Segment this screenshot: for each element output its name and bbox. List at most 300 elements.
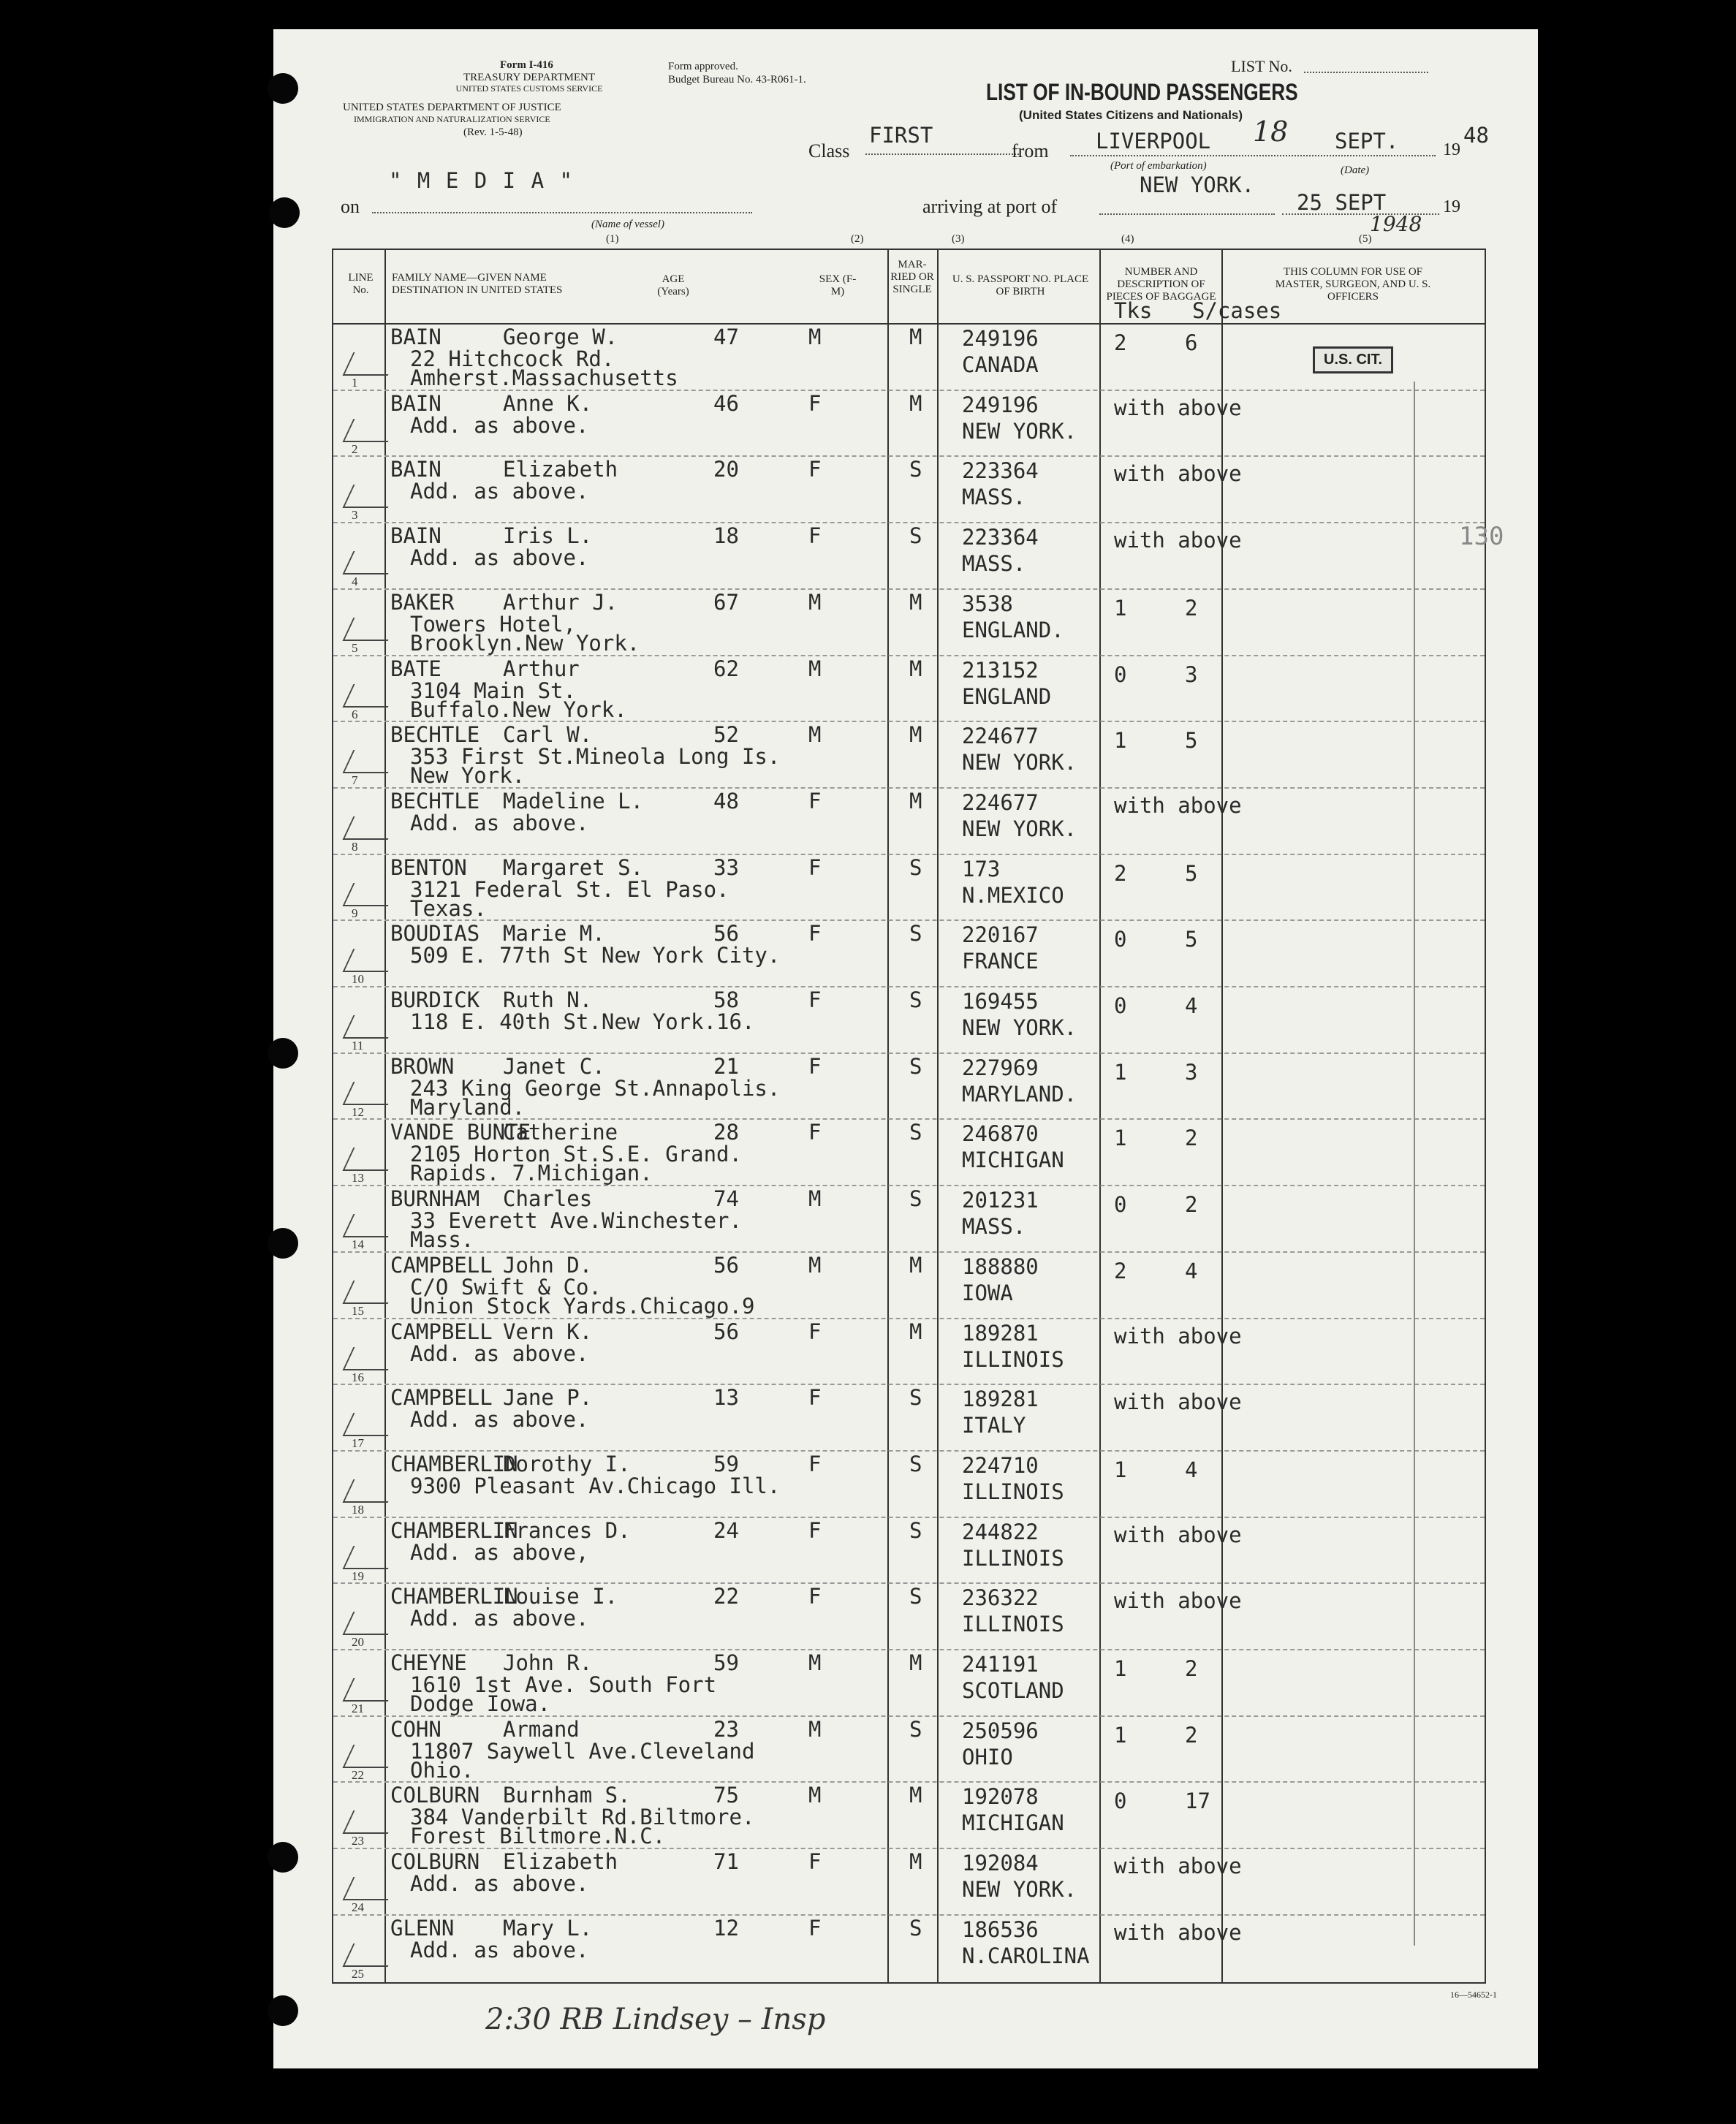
surname: BAIN bbox=[390, 390, 441, 416]
sex: F bbox=[808, 457, 822, 482]
address-line-1: 384 Vanderbilt Rd.Biltmore. bbox=[410, 1805, 755, 1830]
check-mark bbox=[343, 419, 399, 442]
sex: F bbox=[808, 523, 822, 549]
line-number: 10 bbox=[352, 972, 364, 987]
address-line-2: Mass. bbox=[410, 1227, 474, 1253]
age: 56 bbox=[713, 1252, 739, 1278]
place-of-birth: ENGLAND. bbox=[962, 617, 1064, 642]
marital-status: M bbox=[909, 325, 922, 349]
check-mark bbox=[343, 949, 399, 972]
trunks-count: 0 bbox=[1114, 993, 1127, 1018]
surname: BURNHAM bbox=[390, 1186, 480, 1212]
address-line-2: Brooklyn.New York. bbox=[410, 630, 640, 656]
place-of-birth: ITALY bbox=[962, 1413, 1026, 1438]
line-number: 23 bbox=[352, 1834, 364, 1848]
age: 74 bbox=[713, 1186, 739, 1212]
line-number: 17 bbox=[352, 1436, 364, 1451]
year-prefix-2: 19 bbox=[1443, 197, 1460, 216]
suitcases-count: 2 bbox=[1185, 1126, 1198, 1151]
check-mark bbox=[343, 684, 399, 708]
passport-number: 244822 bbox=[962, 1519, 1039, 1544]
binder-hole bbox=[268, 1038, 298, 1069]
footer-code: 16—54652-1 bbox=[1450, 1990, 1497, 2000]
passport-number: 173 bbox=[962, 856, 1001, 881]
age: 28 bbox=[713, 1120, 739, 1145]
line-number: 21 bbox=[352, 1702, 364, 1715]
marital-status: S bbox=[909, 987, 922, 1012]
place-of-birth: FRANCE bbox=[962, 949, 1039, 974]
line-number: 24 bbox=[352, 1900, 364, 1915]
table-row bbox=[333, 1251, 1485, 1317]
line-number: 2 bbox=[352, 441, 358, 456]
line-number: 19 bbox=[352, 1569, 364, 1583]
address-line-1: 22 Hitchcock Rd. bbox=[410, 346, 615, 371]
col-mark-3: (3) bbox=[952, 233, 965, 245]
place-of-birth: MICHIGAN bbox=[962, 1810, 1064, 1836]
page-subtitle: (United States Citizens and Nationals) bbox=[1019, 108, 1243, 122]
table-row bbox=[333, 1118, 1485, 1184]
marital-status: M bbox=[909, 1319, 922, 1344]
suitcases-count: 5 bbox=[1185, 927, 1198, 952]
address-line-1: Add. as above. bbox=[410, 1340, 589, 1366]
age: 24 bbox=[713, 1517, 739, 1543]
col-mark-5: (5) bbox=[1359, 233, 1372, 245]
given-name: Frances D. bbox=[503, 1517, 631, 1543]
address-line-1: Add. as above, bbox=[410, 1539, 589, 1565]
passport-number: 241191 bbox=[962, 1652, 1039, 1677]
with-above: with above bbox=[1114, 1323, 1242, 1349]
line-number: 9 bbox=[352, 906, 358, 920]
suitcases-count: 6 bbox=[1185, 330, 1198, 355]
surname: BECHTLE bbox=[390, 722, 480, 748]
given-name: Arthur J. bbox=[503, 589, 618, 615]
address-line-1: Add. as above. bbox=[410, 1606, 589, 1631]
address-line-1: 509 E. 77th St New York City. bbox=[410, 943, 781, 968]
check-mark bbox=[343, 1015, 399, 1039]
manifest-page bbox=[273, 29, 1538, 2068]
list-no-label: LIST No. bbox=[1231, 57, 1292, 75]
sex: F bbox=[808, 1915, 822, 1941]
table-row bbox=[333, 455, 1485, 521]
surname: BAKER bbox=[390, 589, 455, 615]
address-line-1: 353 First St.Mineola Long Is. bbox=[410, 744, 781, 770]
sex: F bbox=[808, 390, 822, 416]
surname: BECHTLE bbox=[390, 788, 480, 813]
page-title: LIST OF IN-BOUND PASSENGERS bbox=[986, 79, 1298, 105]
from-label: from bbox=[1012, 140, 1049, 162]
with-above: with above bbox=[1114, 1389, 1242, 1415]
marital-status: S bbox=[909, 854, 922, 880]
header-cases: S/cases bbox=[1192, 298, 1282, 323]
with-above: with above bbox=[1114, 1588, 1242, 1614]
address-line-1: Add. as above. bbox=[410, 1407, 589, 1433]
line-number: 3 bbox=[352, 508, 358, 523]
age: 20 bbox=[713, 457, 739, 482]
surname: BATE bbox=[390, 656, 441, 681]
address-line-1: Towers Hotel, bbox=[410, 611, 576, 637]
departure-year: 48 bbox=[1463, 123, 1489, 148]
trunks-count: 1 bbox=[1114, 1457, 1127, 1482]
table-row bbox=[333, 1914, 1485, 1980]
marital-status: S bbox=[909, 1716, 922, 1742]
address-line-1: 1610 1st Ave. South Fort bbox=[410, 1672, 717, 1697]
col-mark-1: (1) bbox=[606, 233, 619, 245]
binder-hole bbox=[268, 1842, 298, 1873]
address-line-2: Rapids. 7.Michigan. bbox=[410, 1161, 653, 1186]
trunks-count: 1 bbox=[1114, 1656, 1127, 1681]
surname: CAMPBELL bbox=[390, 1319, 493, 1344]
given-name: Carl W. bbox=[503, 722, 593, 748]
marital-status: S bbox=[909, 1915, 922, 1941]
passport-number: 192078 bbox=[962, 1784, 1039, 1810]
sex: F bbox=[808, 788, 822, 813]
given-name: Anne K. bbox=[503, 390, 593, 416]
header-passport: U. S. PASSPORT NO. PLACE OF BIRTH bbox=[952, 273, 1089, 297]
officer-pencil-line bbox=[1414, 382, 1415, 1946]
address-line-1: Add. as above. bbox=[410, 1871, 589, 1897]
place-of-birth: MICHIGAN bbox=[962, 1148, 1064, 1173]
table-row bbox=[333, 1848, 1485, 1914]
sex: M bbox=[808, 1186, 822, 1212]
passport-number: 224710 bbox=[962, 1452, 1039, 1478]
with-above: with above bbox=[1114, 395, 1242, 420]
passport-number: 201231 bbox=[962, 1188, 1039, 1213]
address-line-1: C/O Swift & Co. bbox=[410, 1274, 602, 1300]
address-line-2: Amherst.Massachusetts bbox=[410, 365, 678, 390]
sex: M bbox=[808, 1650, 822, 1675]
age: 56 bbox=[713, 921, 739, 947]
age: 23 bbox=[713, 1716, 739, 1742]
suitcases-count: 17 bbox=[1185, 1789, 1210, 1814]
with-above: with above bbox=[1114, 1522, 1242, 1547]
passport-number: 3538 bbox=[962, 591, 1013, 616]
sex: F bbox=[808, 1319, 822, 1344]
sex: F bbox=[808, 1849, 822, 1875]
passport-number: 213152 bbox=[962, 657, 1039, 683]
check-mark bbox=[343, 816, 399, 840]
port-embarkation-label: (Port of embarkation) bbox=[1110, 160, 1207, 172]
trunks-count: 1 bbox=[1114, 595, 1127, 621]
place-of-birth: SCOTLAND bbox=[962, 1678, 1064, 1703]
check-mark bbox=[343, 883, 399, 906]
passenger-rows bbox=[333, 323, 1485, 1982]
form-number: Form I-416 bbox=[500, 59, 553, 71]
table-row bbox=[333, 1052, 1485, 1118]
address-line-2: Union Stock Yards.Chicago.9 bbox=[410, 1293, 755, 1319]
marital-status: S bbox=[909, 1120, 922, 1145]
place-of-birth: IOWA bbox=[962, 1280, 1013, 1305]
binder-hole bbox=[269, 197, 300, 228]
check-mark bbox=[343, 1347, 399, 1370]
marital-status: M bbox=[909, 1252, 922, 1278]
address-line-2: Forest Biltmore.N.C. bbox=[410, 1824, 666, 1849]
line-number: 6 bbox=[352, 707, 358, 721]
place-of-birth: NEW YORK. bbox=[962, 816, 1077, 841]
given-name: Vern K. bbox=[503, 1319, 593, 1344]
age: 59 bbox=[713, 1451, 739, 1476]
check-mark bbox=[343, 485, 399, 508]
line-number: 5 bbox=[352, 640, 358, 655]
table-row bbox=[333, 1318, 1485, 1384]
check-mark bbox=[343, 551, 399, 574]
sex: M bbox=[808, 722, 822, 748]
line-number: 7 bbox=[352, 773, 358, 788]
address-line-1: 3104 Main St. bbox=[410, 678, 576, 703]
surname: CHAMBERLIN bbox=[390, 1517, 518, 1543]
surname: BAIN bbox=[390, 523, 441, 549]
passport-number: 227969 bbox=[962, 1055, 1039, 1080]
age: 48 bbox=[713, 788, 739, 813]
line-number: 13 bbox=[352, 1171, 364, 1186]
year-prefix: 19 bbox=[1443, 140, 1460, 159]
line-number: 8 bbox=[352, 839, 358, 854]
line-number: 15 bbox=[352, 1303, 364, 1318]
age: 13 bbox=[713, 1385, 739, 1411]
suitcases-count: 2 bbox=[1185, 1192, 1198, 1218]
given-name: Louise I. bbox=[503, 1584, 618, 1609]
passport-number: 223364 bbox=[962, 525, 1039, 550]
marital-status: S bbox=[909, 523, 922, 549]
marital-status: M bbox=[909, 656, 922, 681]
marital-status: S bbox=[909, 1385, 922, 1411]
age: 71 bbox=[713, 1849, 739, 1875]
passport-number: 250596 bbox=[962, 1718, 1039, 1743]
address-line-1: Add. as above. bbox=[410, 810, 589, 835]
trunks-count: 0 bbox=[1114, 1192, 1127, 1218]
table-row bbox=[333, 787, 1485, 853]
table-row bbox=[333, 1715, 1485, 1781]
check-mark bbox=[343, 1877, 399, 1900]
header-married: MAR-RIED OR SINGLE bbox=[890, 259, 934, 295]
treasury-dept: TREASURY DEPARTMENT bbox=[463, 72, 596, 83]
trunks-count: 1 bbox=[1114, 1722, 1127, 1748]
suitcases-count: 4 bbox=[1185, 993, 1198, 1018]
vessel-label: (Name of vessel) bbox=[591, 219, 664, 230]
surname: GLENN bbox=[390, 1915, 455, 1941]
check-mark bbox=[343, 1082, 399, 1105]
check-mark bbox=[343, 1678, 399, 1702]
marital-status: S bbox=[909, 1451, 922, 1476]
given-name: Elizabeth bbox=[503, 457, 618, 482]
approved-label: Form approved. bbox=[668, 61, 738, 72]
address-line-2: Texas. bbox=[410, 895, 487, 921]
address-line-1: 2105 Horton St.S.E. Grand. bbox=[410, 1142, 742, 1167]
sex: F bbox=[808, 1451, 822, 1476]
header-age: AGE (Years) bbox=[657, 273, 689, 297]
address-line-1: Add. as above. bbox=[410, 412, 589, 438]
suitcases-count: 5 bbox=[1185, 728, 1198, 754]
surname: BAIN bbox=[390, 325, 441, 349]
given-name: Charles bbox=[503, 1186, 593, 1212]
sex: F bbox=[808, 854, 822, 880]
check-mark bbox=[343, 618, 399, 641]
given-name: George W. bbox=[503, 325, 618, 349]
marital-status: S bbox=[909, 1584, 922, 1609]
table-row bbox=[333, 1185, 1485, 1251]
suitcases-count: 3 bbox=[1185, 661, 1198, 687]
address-line-1: 243 King George St.Annapolis. bbox=[410, 1075, 781, 1101]
trunks-count: 1 bbox=[1114, 1126, 1127, 1151]
suitcases-count: 3 bbox=[1185, 1059, 1198, 1085]
on-label: on bbox=[341, 196, 360, 217]
sex: F bbox=[808, 1053, 822, 1079]
place-of-birth: ENGLAND bbox=[962, 683, 1052, 709]
header-name: FAMILY NAME—GIVEN NAME DESTINATION IN UNITED STATES bbox=[392, 272, 563, 296]
address-line-2: New York. bbox=[410, 763, 526, 789]
address-line-1: 118 E. 40th St.New York.16. bbox=[410, 1009, 755, 1034]
class-value: FIRST bbox=[869, 123, 933, 148]
surname: BROWN bbox=[390, 1053, 455, 1079]
passport-number: 188880 bbox=[962, 1253, 1039, 1279]
passport-number: 224677 bbox=[962, 789, 1039, 815]
trunks-count: 2 bbox=[1114, 330, 1127, 355]
marital-status: S bbox=[909, 1053, 922, 1079]
surname: BAIN bbox=[390, 457, 441, 482]
given-name: Arthur bbox=[503, 656, 580, 681]
check-mark bbox=[343, 1214, 399, 1237]
vessel-name: " M E D I A " bbox=[389, 168, 574, 193]
line-number: 11 bbox=[352, 1039, 364, 1052]
binder-hole bbox=[268, 1228, 298, 1259]
passport-number: 169455 bbox=[962, 989, 1039, 1014]
trunks-count: 0 bbox=[1114, 661, 1127, 687]
address-line-2: Ohio. bbox=[410, 1757, 474, 1783]
marital-status: S bbox=[909, 1186, 922, 1212]
customs-service: UNITED STATES CUSTOMS SERVICE bbox=[455, 83, 603, 94]
marital-status: S bbox=[909, 1517, 922, 1543]
suitcases-count: 5 bbox=[1185, 860, 1198, 886]
check-mark bbox=[343, 1479, 399, 1503]
doj-label: UNITED STATES DEPARTMENT OF JUSTICE bbox=[343, 102, 561, 113]
age: 52 bbox=[713, 722, 739, 748]
table-row bbox=[333, 1384, 1485, 1449]
sex: M bbox=[808, 656, 822, 681]
place-of-birth: MARYLAND. bbox=[962, 1081, 1077, 1107]
passport-number: 246870 bbox=[962, 1121, 1039, 1147]
line-number: 18 bbox=[352, 1502, 364, 1517]
trunks-count: 2 bbox=[1114, 1258, 1127, 1283]
place-of-birth: MASS. bbox=[962, 551, 1026, 577]
line-number: 22 bbox=[352, 1767, 364, 1782]
surname: BENTON bbox=[390, 854, 467, 880]
header-baggage: NUMBER AND DESCRIPTION OF PIECES OF BAGGAGE bbox=[1106, 266, 1216, 303]
age: 75 bbox=[713, 1783, 739, 1808]
suitcases-count: 4 bbox=[1185, 1258, 1198, 1283]
age: 21 bbox=[713, 1053, 739, 1079]
surname: COLBURN bbox=[390, 1783, 480, 1808]
table-row bbox=[333, 986, 1485, 1052]
check-mark bbox=[343, 1281, 399, 1304]
given-name: Jane P. bbox=[503, 1385, 593, 1411]
check-mark bbox=[343, 750, 399, 773]
passport-number: 192084 bbox=[962, 1851, 1039, 1876]
passport-number: 189281 bbox=[962, 1387, 1039, 1412]
check-mark bbox=[343, 1546, 399, 1569]
given-name: Margaret S. bbox=[503, 854, 644, 880]
address-line-1: Add. as above. bbox=[410, 1937, 589, 1962]
surname: VANDE BUNTE bbox=[390, 1120, 531, 1145]
check-mark bbox=[343, 1810, 399, 1834]
place-of-birth: ILLINOIS bbox=[962, 1346, 1064, 1372]
suitcases-count: 2 bbox=[1185, 1656, 1198, 1681]
surname: BOUDIAS bbox=[390, 921, 480, 947]
date-label: (Date) bbox=[1341, 164, 1370, 176]
age: 46 bbox=[713, 390, 739, 416]
address-line-1: 3121 Federal St. El Paso. bbox=[410, 876, 729, 902]
passport-number: 249196 bbox=[962, 326, 1039, 351]
address-line-2: Maryland. bbox=[410, 1094, 526, 1120]
check-mark bbox=[343, 1413, 399, 1436]
suitcases-count: 2 bbox=[1185, 595, 1198, 621]
place-of-birth: ILLINOIS bbox=[962, 1612, 1064, 1637]
surname: COLBURN bbox=[390, 1849, 480, 1875]
sex: F bbox=[808, 1385, 822, 1411]
line-number: 20 bbox=[352, 1635, 364, 1650]
age: 67 bbox=[713, 589, 739, 615]
age: 59 bbox=[713, 1650, 739, 1675]
sex: M bbox=[808, 1252, 822, 1278]
surname: BURDICK bbox=[390, 987, 480, 1012]
table-row bbox=[333, 1450, 1485, 1516]
table-row bbox=[333, 323, 1485, 389]
header-tks: Tks bbox=[1114, 298, 1153, 323]
age: 12 bbox=[713, 1915, 739, 1941]
col-mark-2: (2) bbox=[851, 233, 864, 245]
marital-status: S bbox=[909, 921, 922, 947]
passport-number: 220167 bbox=[962, 922, 1039, 948]
col-mark-4: (4) bbox=[1121, 233, 1134, 245]
budget-label: Budget Bureau No. 43-R061-1. bbox=[668, 74, 806, 86]
with-above: with above bbox=[1114, 461, 1242, 487]
marital-status: S bbox=[909, 457, 922, 482]
passenger-table bbox=[332, 249, 1504, 1984]
address-line-1: Add. as above. bbox=[410, 479, 589, 504]
address-line-1: 11807 Saywell Ave.Cleveland bbox=[410, 1738, 755, 1764]
surname: COHN bbox=[390, 1716, 441, 1742]
age: 58 bbox=[713, 987, 739, 1012]
arrival-port: NEW YORK. bbox=[1140, 172, 1255, 197]
age: 62 bbox=[713, 656, 739, 681]
address-line-1: Add. as above. bbox=[410, 545, 589, 571]
check-mark bbox=[343, 1612, 399, 1635]
table-row bbox=[333, 854, 1485, 919]
marital-status: M bbox=[909, 722, 922, 748]
trunks-count: 1 bbox=[1114, 1059, 1127, 1085]
line-number: 4 bbox=[352, 574, 358, 589]
table-row bbox=[333, 390, 1485, 455]
header-sex: SEX (F-M) bbox=[819, 273, 857, 297]
trunks-count: 0 bbox=[1114, 927, 1127, 952]
given-name: John D. bbox=[503, 1252, 593, 1278]
table-row bbox=[333, 1582, 1485, 1648]
rev-label: (Rev. 1-5-48) bbox=[463, 126, 523, 138]
arriving-label: arriving at port of bbox=[922, 196, 1058, 217]
table-row bbox=[333, 1649, 1485, 1715]
line-number: 12 bbox=[352, 1104, 364, 1119]
age: 18 bbox=[713, 523, 739, 549]
arrival-date: 25 SEPT bbox=[1297, 190, 1387, 215]
table-row bbox=[333, 721, 1485, 789]
place-of-birth: ILLINOIS bbox=[962, 1545, 1064, 1571]
trunks-count: 2 bbox=[1114, 860, 1127, 886]
table-row bbox=[333, 655, 1485, 721]
sex: M bbox=[808, 325, 822, 349]
given-name: Armand bbox=[503, 1716, 580, 1742]
given-name: Ruth N. bbox=[503, 987, 593, 1012]
address-line-2: Dodge Iowa. bbox=[410, 1691, 551, 1716]
sex: M bbox=[808, 589, 822, 615]
place-of-birth: NEW YORK. bbox=[962, 750, 1077, 775]
